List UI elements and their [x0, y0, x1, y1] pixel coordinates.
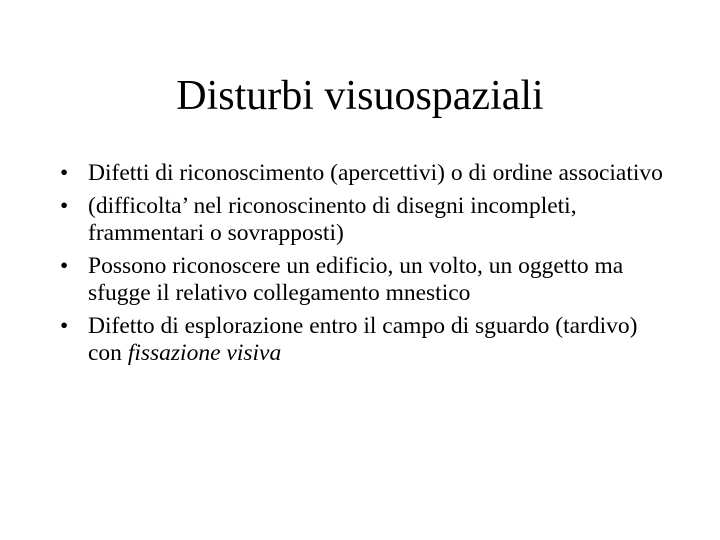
bullet-item	[60, 313, 670, 367]
bullet-text: Difetto di esplorazione entro il campo di sguardo (tardivo) con	[88, 313, 638, 366]
bullet-list	[60, 160, 670, 373]
bullet-text: Difetti di riconoscimento (apercettivi) o di ordine associativo	[88, 160, 663, 186]
bullet-emphasis: fissazione visiva	[127, 340, 282, 366]
bullet-icon: •	[60, 253, 69, 279]
bullet-icon: •	[60, 313, 69, 339]
bullet-text: Possono riconoscere un edificio, un volto, un oggetto ma sfugge il relativo collegamento mnestico	[88, 253, 624, 306]
bullet-item	[60, 160, 670, 187]
bullet-text: (difficolta’ nel riconoscinento di disegni incompleti, frammentari o sovrapposti)	[88, 193, 577, 246]
bullet-item	[60, 193, 670, 247]
slide-title: Disturbi visuospaziali	[176, 73, 544, 119]
bullet-icon: •	[60, 193, 69, 219]
bullet-item	[60, 253, 670, 307]
bullet-icon: •	[60, 160, 69, 186]
